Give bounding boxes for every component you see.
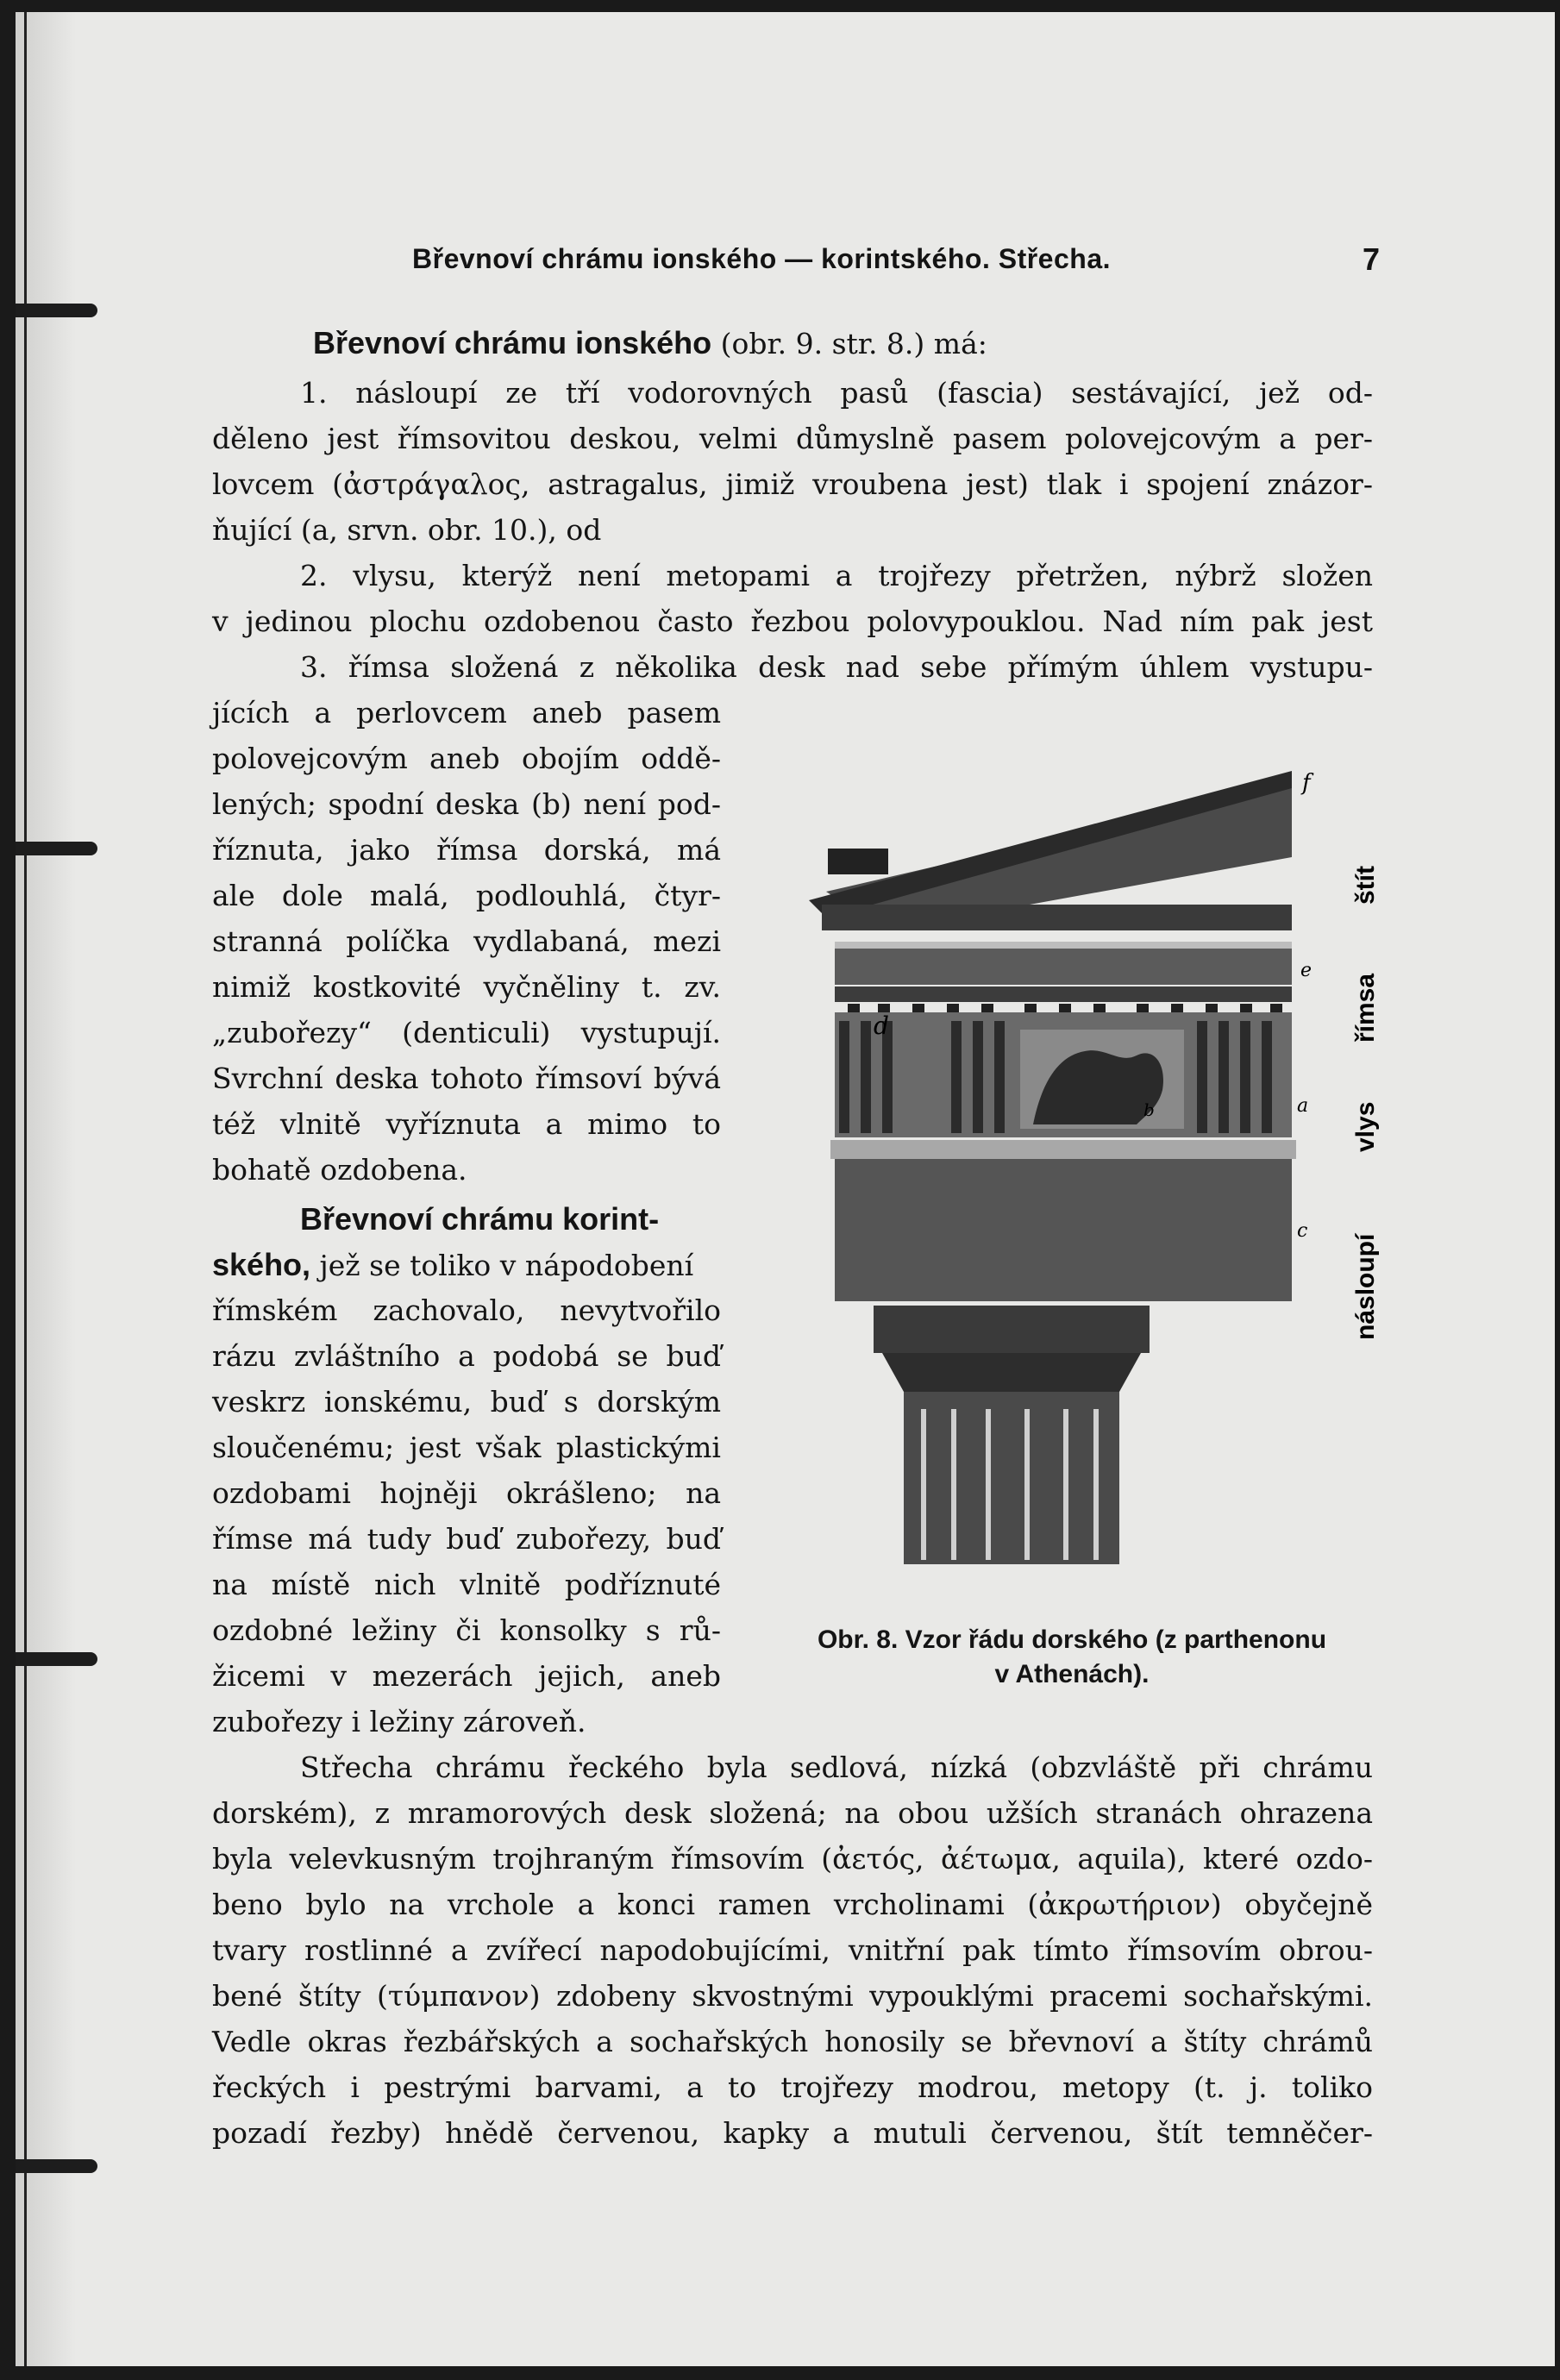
text-line: na místě nich vlnitě podříznuté [212, 1568, 721, 1601]
text-line: bené štíty (τύμπανον) zdobeny skvostnými vypouklými pracemi sochařskými. [212, 1979, 1373, 2013]
page-binding-edge [16, 12, 76, 2366]
text-line: říznuta, jako římsa dorská, má [212, 833, 721, 867]
text-line: stranná políčka vydlabaná, mezi [212, 924, 721, 958]
cornice-dentils [848, 1004, 1282, 1012]
text-line: ozdobami hojněji okrášleno; na [212, 1476, 721, 1510]
text-line: rázu zvláštního a podobá se buď [212, 1339, 721, 1373]
binding-clip [16, 304, 97, 317]
corinthian-heading-line2 [212, 1248, 721, 1283]
text-line: veskrz ionskému, buď s dorským [212, 1385, 721, 1419]
side-label-vlys: vlys [1351, 1101, 1380, 1152]
caption-line-2: v Athenách). [994, 1660, 1150, 1688]
text-line: beno bylo na vrchole a konci ramen vrcholinami (ἀκρωτήριον) obyčejně [212, 1888, 1373, 1921]
label-d: d [874, 1012, 889, 1040]
text-line: nimiž kostkovité vyčněliny t. zv. [212, 970, 721, 1004]
side-label-nasloupi: násloupí [1351, 1233, 1380, 1340]
cornice-highlight [835, 942, 1292, 949]
text-line: „zubořezy“ (denticuli) vystupují. [212, 1016, 721, 1049]
taenia [830, 1140, 1296, 1159]
text-line: 3. římsa složená z několika desk nad sebe přímým úhlem vystupu- [300, 650, 1373, 684]
label-c: c [1297, 1220, 1308, 1242]
figure-caption [757, 1623, 1387, 1692]
text-line: ozdobné ležiny či konsolky s rů- [212, 1613, 721, 1647]
architrave [835, 1159, 1292, 1301]
text-line: římse má tudy buď zubořezy, buď [212, 1522, 721, 1556]
text-line: dorském), z mramorových desk složená; na obou užších stranách ohrazena [212, 1796, 1373, 1830]
text-line: lovcem (ἀστράγαλος, astragalus, jimiž vroubena jest) tlak i spojení znázor- [212, 467, 1373, 501]
text-line: v jedinou plochu ozdobenou často řezbou polovypouklou. Nad ním pak jest [212, 604, 1373, 638]
text-line: ňující (a, srvn. obr. 10.), od [212, 513, 602, 547]
pediment-corner [828, 849, 888, 874]
text-line: lených; spodní deska (b) není pod- [212, 787, 721, 821]
binding-clip [16, 842, 97, 855]
text-line: polovejcovým aneb obojím oddě- [212, 742, 721, 775]
corinthian-line-rest: jež se toliko v nápodobení [319, 1249, 694, 1282]
text-line: římském zachovalo, nevytvořilo [212, 1293, 721, 1327]
ionic-heading-rest: (obr. 9. str. 8.) má: [720, 327, 987, 360]
caption-line-1: Obr. 8. Vzor řádu dorského (z parthenonu [817, 1625, 1327, 1654]
text-line: byla velevkusným trojhraným římsovím (ἀετός, ἀέτωμα, aquila), které ozdo- [212, 1842, 1373, 1876]
text-line: zubořezy i ležiny zároveň. [212, 1705, 586, 1738]
abacus [874, 1306, 1150, 1353]
text-line: pozadí řezby) hnědě červenou, kapky a mutuli červenou, štít temněčer- [212, 2116, 1373, 2150]
pediment-base [822, 905, 1292, 930]
text-line: žicemi v mezerách jejich, aneb [212, 1659, 721, 1693]
binding-clip [16, 2159, 97, 2173]
text-line: děleno jest římsovitou deskou, velmi důmyslně pasem polovejcovým a per- [212, 422, 1373, 455]
text-line: Svrchní deska tohoto římsoví bývá [212, 1062, 721, 1095]
text-line: bohatě ozdobena. [212, 1153, 467, 1187]
binding-clip [16, 1652, 97, 1666]
ionic-heading-line [313, 326, 987, 361]
label-b: b [1143, 1099, 1155, 1120]
running-header: Břevnoví chrámu ionského — korintského. Střecha. [412, 243, 1111, 274]
column-shaft [904, 1392, 1119, 1564]
book-page [16, 12, 1555, 2366]
text-line: Střecha chrámu řeckého byla sedlová, nízká (obzvláště při chrámu [300, 1751, 1373, 1784]
label-f: f [1302, 770, 1311, 796]
text-line: Vedle okras řezbářských a sochařských honosily se břevnoví a štíty chrámů [212, 2025, 1373, 2058]
cornice-band [835, 986, 1292, 1002]
text-line: ale dole malá, podlouhlá, čtyr- [212, 879, 721, 912]
corinthian-heading: Břevnoví chrámu korint- [300, 1201, 660, 1237]
text-line: tvary rostlinné a zvířecí napodobujícími, vnitřní pak tímto římsovím obrou- [212, 1933, 1373, 1967]
text-line: 2. vlysu, kterýž není metopami a trojřezy přetržen, nýbrž složen [300, 559, 1373, 592]
ionic-heading: Břevnoví chrámu ionského [313, 325, 712, 360]
echinus [882, 1353, 1141, 1392]
text-line: sloučenému; jest však plastickými [212, 1431, 721, 1464]
text-line: řeckých i pestrými barvami, a to trojřezy modrou, metopy (t. j. toliko [212, 2070, 1373, 2104]
side-label-stit: štít [1351, 866, 1380, 905]
text-line: též vlnitě vyříznuta a mimo to [212, 1107, 721, 1141]
binding-line [24, 12, 27, 2366]
text-line: 1. násloupí ze tří vodorovných pasů (fascia) sestávající, jež od- [300, 376, 1373, 410]
corinthian-heading-cont: ského, [212, 1247, 311, 1282]
label-e: e [1300, 960, 1313, 981]
label-a: a [1297, 1095, 1309, 1117]
page-number: 7 [1363, 241, 1381, 277]
side-label-rimsa: římsa [1351, 973, 1380, 1043]
text-line: jících a perlovcem aneb pasem [212, 696, 721, 730]
doric-order-figure [774, 754, 1395, 1599]
